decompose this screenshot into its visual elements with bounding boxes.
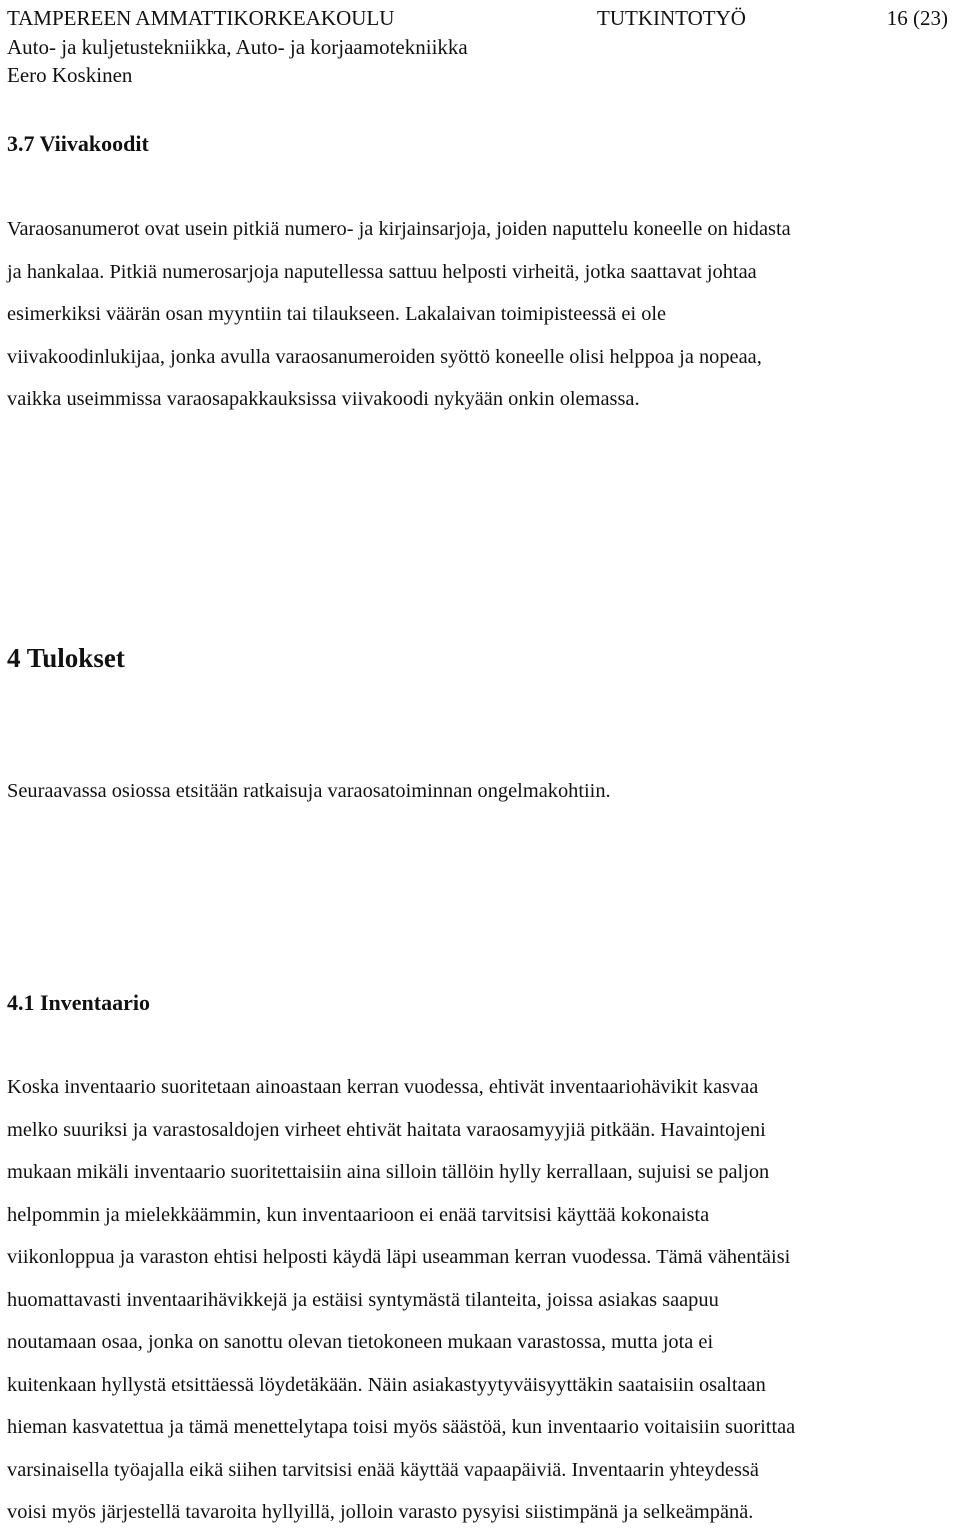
paragraph-line: viivakoodinlukijaa, jonka avulla varaosanumeroiden syöttö koneelle olisi helppoa ja nopeaa, <box>7 345 762 368</box>
paragraph-line: Koska inventaario suoritetaan ainoastaan kerran vuodessa, ehtivät inventaariohävikit kasvaa <box>7 1076 759 1098</box>
paragraph-line: noutamaan osaa, jonka on sanottu olevan tietokoneen mukaan varastossa, mutta jota ei <box>7 1331 714 1353</box>
header-page-number: 16 (23) <box>886 6 948 30</box>
header-author: Eero Koskinen <box>7 63 133 87</box>
paragraph-line: voisi myös järjestellä tavaroita hyllyillä, jolloin varasto pysyisi siistimpänä ja selkeämpänä. <box>7 1501 754 1523</box>
paragraph-line: ja hankalaa. Pitkiä numerosarjoja naputellessa sattuu helposti virheitä, jotka saattavat johtaa <box>7 260 757 283</box>
paragraph-3-7 <box>7 208 953 421</box>
paragraph-line: mukaan mikäli inventaario suoritettaisiin aina silloin tällöin hylly kerrallaan, sujuisi se paljon <box>7 1161 770 1183</box>
paragraph-4 <box>7 770 953 813</box>
section-heading-4: 4 Tulokset <box>7 643 125 673</box>
paragraph-line: esimerkiksi väärän osan myyntiin tai tilaukseen. Lakalaivan toimipisteessä ei ole <box>7 303 667 325</box>
paragraph-line: varsinaisella työajalla eikä siihen tarvitsisi enää käyttää vapaapäiviä. Inventaarin yhteydessä <box>7 1458 759 1481</box>
paragraph-line: vaikka useimmissa varaosapakkauksissa viivakoodi nykyään onkin olemassa. <box>7 388 640 410</box>
paragraph-line: viikonloppua ja varaston ehtisi helposti käydä läpi useamman kerran vuodessa. Tämä vähentäisi <box>7 1246 791 1268</box>
header-doc-type: TUTKINTOTYÖ <box>597 6 746 30</box>
paragraph-line: Varaosanumerot ovat usein pitkiä numero- ja kirjainsarjoja, joiden naputtelu koneelle on hidasta <box>7 218 791 240</box>
header-department: Auto- ja kuljetustekniikka, Auto- ja korjaamotekniikka <box>7 35 468 59</box>
paragraph-4-1 <box>7 1066 953 1534</box>
paragraph-line: huomattavasti inventaarihävikkejä ja estäisi syntymästä tilanteita, joissa asiakas saapuu <box>7 1288 719 1311</box>
section-heading-3-7: 3.7 Viivakoodit <box>7 131 149 156</box>
header-institution: TAMPEREEN AMMATTIKORKEAKOULU <box>7 6 395 30</box>
paragraph-line: kuitenkaan hyllystä etsittäessä löydetäkään. Näin asiakastyytyväisyyttäkin saataisiin osaltaan <box>7 1373 766 1396</box>
paragraph-line: Seuraavassa osiossa etsitään ratkaisuja varaosatoiminnan ongelmakohtiin. <box>7 780 611 802</box>
paragraph-line: melko suuriksi ja varastosaldojen virheet ehtivät haitata varaosamyyjiä pitkään. Havaintojeni <box>7 1118 766 1141</box>
paragraph-line: helpommin ja mielekkäämmin, kun inventaarioon ei enää tarvitsisi käyttää kokonaista <box>7 1203 710 1226</box>
paragraph-line: hieman kasvatettua ja tämä menettelytapa toisi myös säästöä, kun inventaario voitaisiin suorittaa <box>7 1416 796 1438</box>
section-heading-4-1: 4.1 Inventaario <box>7 990 150 1015</box>
